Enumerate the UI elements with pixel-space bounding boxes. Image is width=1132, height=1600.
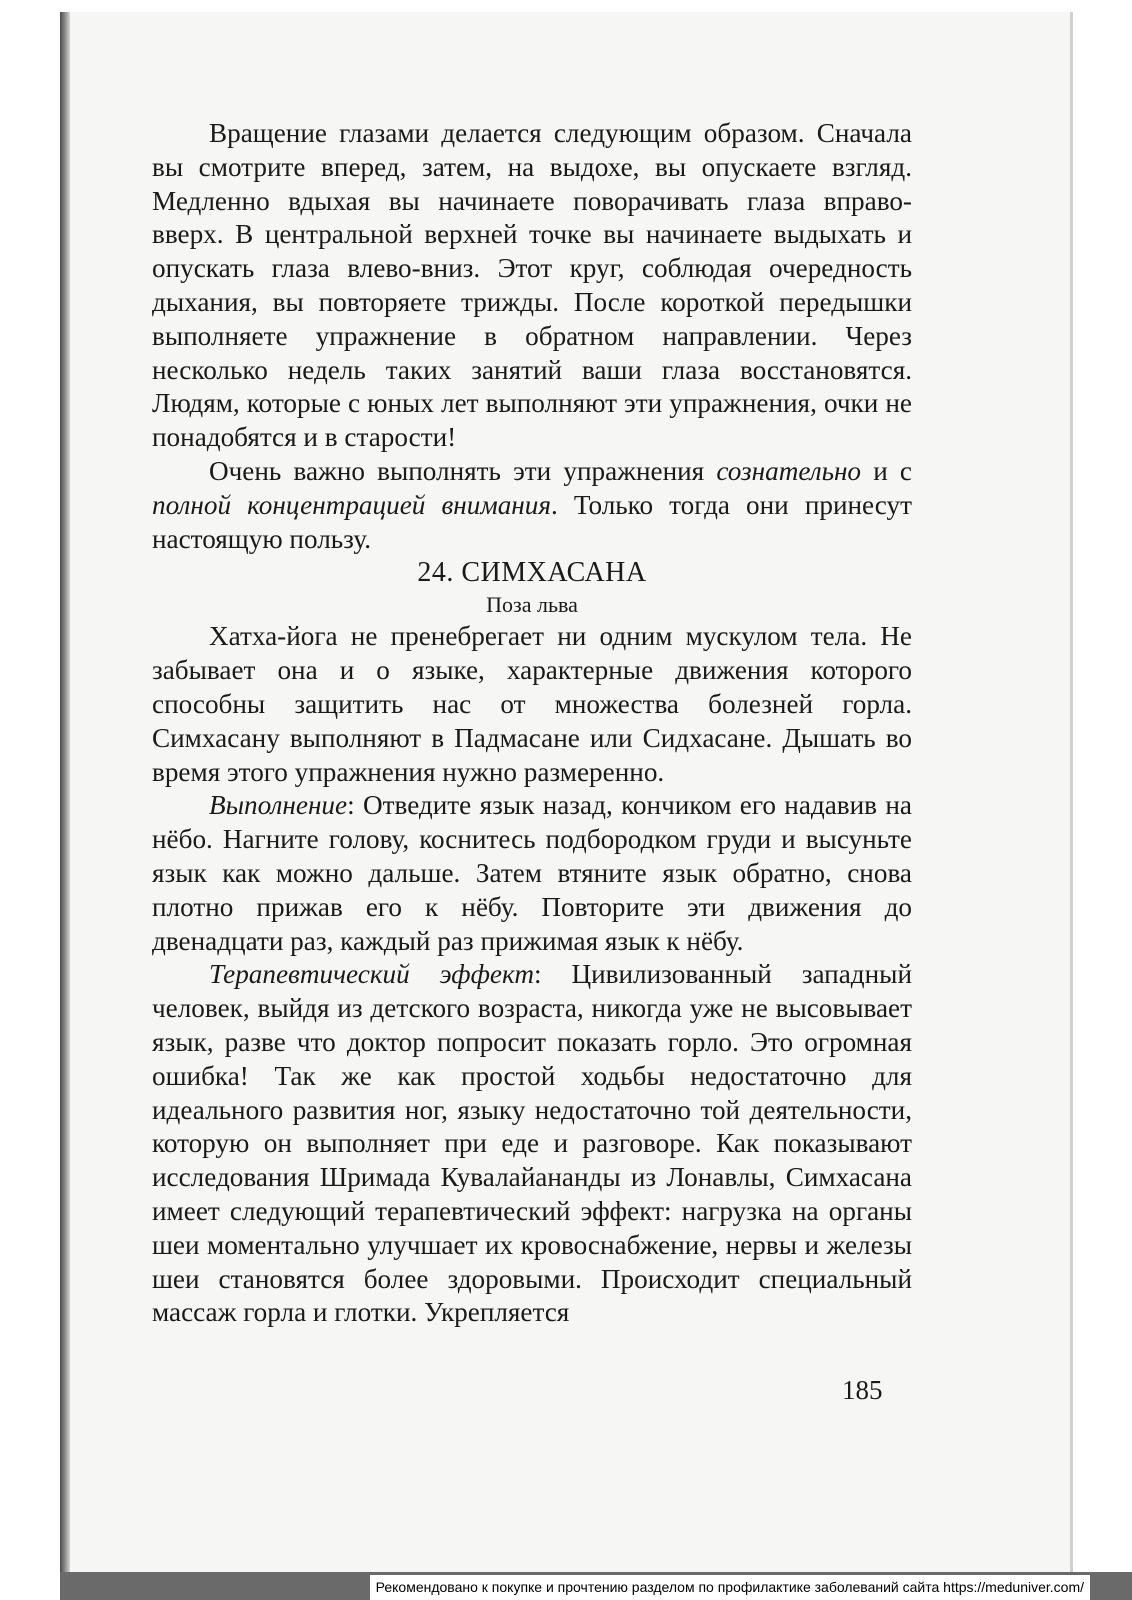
paragraph-text: и с xyxy=(861,455,912,486)
paragraph-eye-rotation: Вращение глазами делается следующим образом. Сначала вы смотрите вперед, затем, на выдохе, вы опускаете взгляд. Медленно вдыхая вы начинаете поворачивать глаза вправо-вверх. В центральной верхней точке вы начинаете выдыхать и опускать глаза влево-вниз. Этот круг, соблюдая очередность дыхания, вы повторяете трижды. После короткой передышки выполняете упражнение в обратном направлении. Через несколько недель таких занятий ваши глаза восстановятся. Людям, которые с юных лет выполняют эти упражнения, очки не понадобятся и в старости! xyxy=(152,118,912,453)
book-spine-shadow xyxy=(60,12,70,1592)
paragraph-therapeutic-effect xyxy=(152,958,912,1330)
italic-emphasis: полной концентрацией внимания xyxy=(152,489,552,520)
section-label: Выполнение xyxy=(209,790,348,821)
page-number: 185 xyxy=(842,1375,883,1405)
section-label: Терапевтический эффект xyxy=(209,959,534,990)
chapter-subheading: Поза льва xyxy=(486,592,578,618)
paragraph-text: : Цивилизованный западный человек, выйдя из детского возраста, никогда уже не высовывает язык, разве что доктор попросит показать горло. Это огромная ошибка! Так же как простой ходьбы недостаточно для идеального развития ног, языку недостаточно той деятельности, которую он выполняет при еде и разговоре. Как показывают исследования Шримада Кувалайананды из Лонавлы, Симхасана имеет следующий терапевтический эффект: нагрузка на органы шеи моментально улучшает их кровоснабжение, нервы и железы шеи становятся более здоровыми. Происходит специальный массаж горла и глотки. Укрепляется xyxy=(152,959,912,1328)
paragraph-execution xyxy=(152,789,912,958)
page-text-block xyxy=(152,117,912,1330)
paragraph-text: : Отведите язык назад, кончиком его надавив на нёбо. Нагните голову, коснитесь подбородком груди и высуньте язык как можно дальше. Затем втяните язык обратно, снова плотно прижав его к нёбу. Повторите эти движения до двенадцати раз, каждый раз прижимая язык к нёбу. xyxy=(152,790,912,956)
footer-recommendation-banner: Рекомендовано к покупке и прочтению разделом по профилактике заболеваний сайта https://meduniver.com/ xyxy=(370,1575,1090,1600)
italic-emphasis: сознательно xyxy=(716,455,862,486)
chapter-heading: 24. СИМХАСАНА xyxy=(417,557,647,589)
paragraph-text: Очень важно выполнять эти упражнения xyxy=(209,455,717,486)
paragraph-intro: Хатха-йога не пренебрегает ни одним мускулом тела. Не забывает она и о языке, характерные движения которого способны защитить нас от множества болезней горла. Симхасану выполняют в Падмасане или Сидхасане. Дышать во время этого упражнения нужно размеренно. xyxy=(152,621,912,787)
paragraph-conscious-practice xyxy=(152,455,912,556)
paragraph-text: . Только тогда они принесут настоящую пользу. xyxy=(152,489,912,554)
